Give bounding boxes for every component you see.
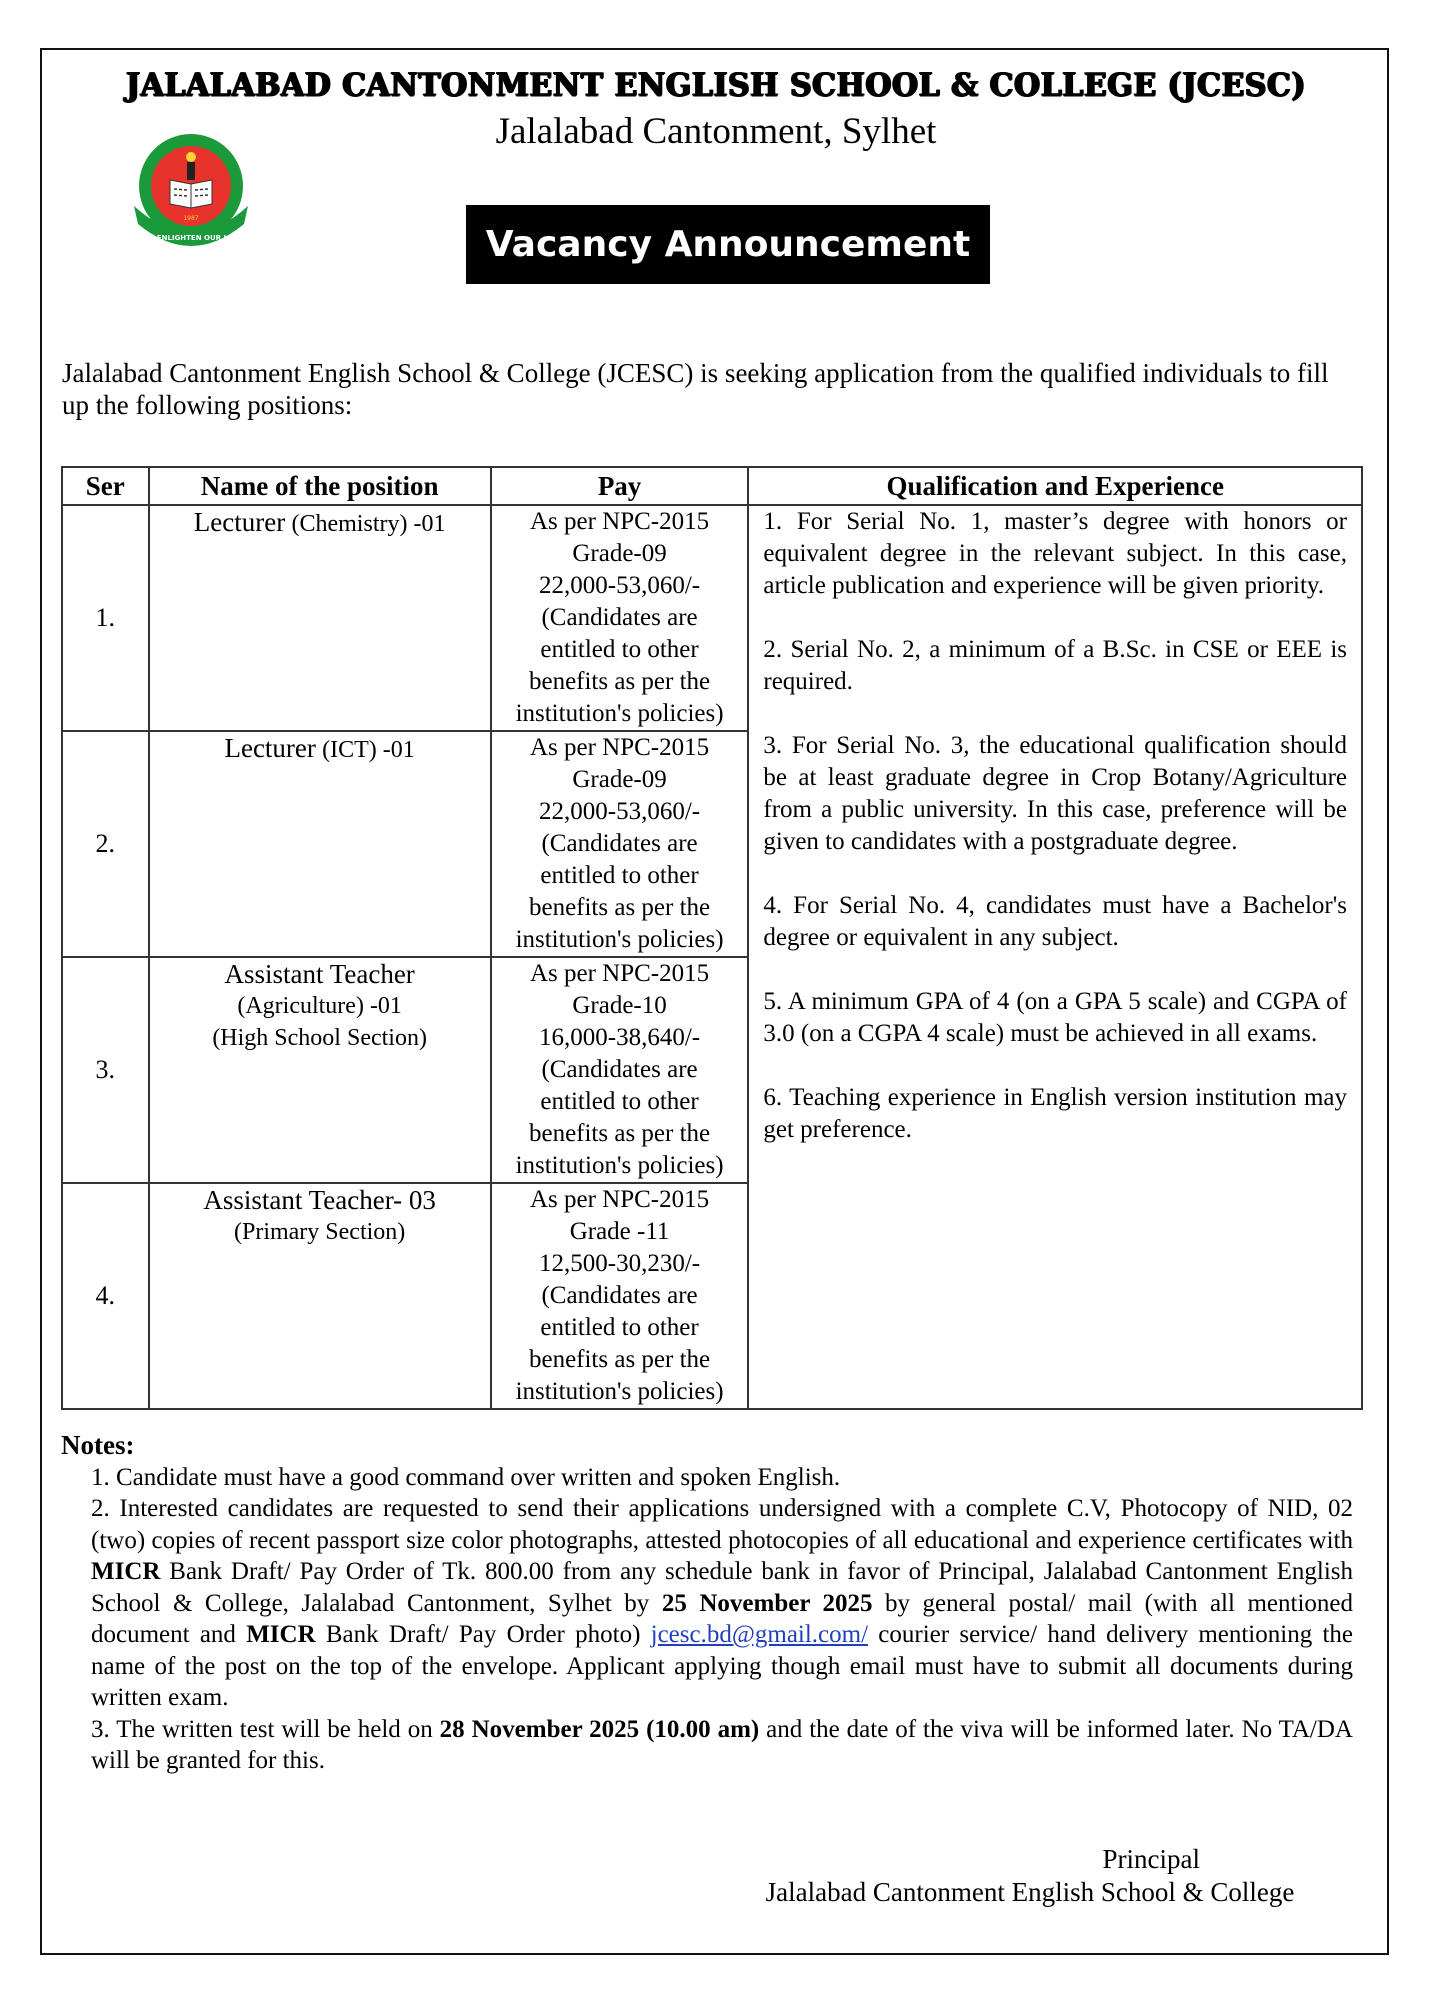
pay-note: (Candidates are [541,830,698,857]
signature-block [700,1843,1360,1909]
table-header-row [62,467,1362,505]
note-text: 2. Interested candidates are requested to send their applications undersigned with a complete C.V, Photocopy of NID, 02 (two) copies of recent passport size color photographs, attested photocopies of all educational and experience certificates with [91,1495,1353,1554]
pay-scale: As per NPC-2015 [529,734,710,761]
vacancy-announcement-banner: Vacancy Announcement [466,205,990,284]
position-cell [149,505,491,731]
deadline-date: 25 November 2025 [661,1589,873,1617]
note-bold: MICR [91,1558,161,1585]
position-detail: (Primary Section) [233,1219,406,1245]
pay-note: institution's policies) [515,926,724,953]
pay-note: entitled to other [540,636,699,663]
table-row [62,505,1362,731]
note-item [61,1493,1353,1714]
position-detail: (Agriculture) -01 [237,993,402,1019]
note-text: and the date of the viva will be informed later. No TA/DA will be granted for this. [91,1715,1353,1774]
pay-grade: Grade-09 [572,766,667,793]
note-text: by general postal/ mail (with all mentioned document and [91,1589,1353,1648]
pay-note: (Candidates are [541,604,698,631]
position-cell [149,1183,491,1409]
position-title: Assistant Teacher [224,959,415,989]
pay-range: 12,500-30,230/- [539,1250,701,1277]
pay-note: institution's policies) [515,1152,724,1179]
pay-note: entitled to other [540,1314,699,1341]
pay-scale: As per NPC-2015 [529,508,710,535]
ser-cell: 4. [62,1183,149,1409]
pay-cell [491,957,749,1183]
note-text: courier service/ hand delivery mentioning the name of the post on the top of the envelope. Applicant applying though email must have to submit all documents during written exam. [91,1621,1353,1711]
qualification-item: 1. For Serial No. 1, master’s degree with honors or equivalent degree in the relevant subject. In this case, article publication and experience will be given priority. [763,508,1347,599]
pay-grade: Grade-10 [572,992,667,1019]
note-bold: MICR [246,1621,316,1648]
note-item: 1. Candidate must have a good command over written and spoken English. [91,1463,841,1491]
header-ser: Ser [62,467,149,505]
pay-note: (Candidates are [541,1056,698,1083]
ser-cell: 3. [62,957,149,1183]
position-cell [149,957,491,1183]
header-qualification: Qualification and Experience [748,467,1362,505]
exam-date: 28 November 2025 (10.00 am) [439,1715,760,1743]
position-section: (High School Section) [212,1025,427,1051]
pay-note: institution's policies) [515,1378,724,1405]
svg-text:1987: 1987 [183,215,199,222]
pay-range: 16,000-38,640/- [539,1024,701,1051]
pay-note: institution's policies) [515,700,724,727]
qualification-item: 5. A minimum GPA of 4 (on a GPA 5 scale) and CGPA of 3.0 (on a CGPA 4 scale) must be achieved in all exams. [763,988,1347,1047]
note-text: Bank Draft/ Pay Order of Tk. 800.00 from any schedule bank in favor of Principal, Jalalabad Cantonment English School & College, Jalalabad Cantonment, Sylhet by [91,1558,1353,1617]
notes-heading: Notes: [61,1430,135,1460]
position-detail: (Chemistry) -01 [291,511,446,537]
pay-note: benefits as per the [528,1346,711,1373]
pay-range: 22,000-53,060/- [539,798,701,825]
note-item [61,1714,1353,1777]
header-position: Name of the position [149,467,491,505]
qualification-cell [748,505,1362,1409]
pay-note: benefits as per the [528,894,711,921]
pay-range: 22,000-53,060/- [539,572,701,599]
pay-note: entitled to other [540,1088,699,1115]
svg-text:WE ENLIGHTEN OUR LIFE: WE ENLIGHTEN OUR LIFE [141,234,241,242]
position-title: Assistant Teacher- 03 [203,1185,436,1215]
qualification-item: 3. For Serial No. 3, the educational qualification should be at least graduate degree in Crop Botany/Agriculture from a public university. In this case, preference will be given to candidates with a postgraduate degree. [763,732,1347,855]
header-pay: Pay [491,467,749,505]
pay-grade: Grade-09 [572,540,667,567]
position-title: Lecturer [224,733,316,763]
school-crest-logo-icon [124,128,258,252]
ser-cell: 1. [62,505,149,731]
note-text: Bank Draft/ Pay Order photo) [315,1621,651,1648]
email-link[interactable]: jcesc.bd@gmail.com/ [650,1621,869,1648]
intro-paragraph: Jalalabad Cantonment English School & College (JCESC) is seeking application from the qualified individuals to fill up the following positions: [62,358,1329,420]
position-detail: (ICT) -01 [322,737,415,763]
pay-note: benefits as per the [528,1120,711,1147]
qualification-item: 6. Teaching experience in English version institution may get preference. [763,1084,1347,1143]
ser-cell: 2. [62,731,149,957]
note-text: 3. The written test will be held on [91,1715,440,1743]
pay-cell [491,731,749,957]
signature-org: Jalalabad Cantonment English School & College [765,1877,1295,1907]
vacancy-table [61,466,1363,1410]
pay-scale: As per NPC-2015 [529,960,710,987]
pay-note: entitled to other [540,862,699,889]
school-name-heading: JALALABAD CANTONMENT ENGLISH SCHOOL & COLLEGE (JCESC) [125,67,1307,104]
position-cell [149,731,491,957]
pay-scale: As per NPC-2015 [529,1186,710,1213]
pay-cell [491,505,749,731]
notes-section [61,1430,1353,1777]
qualification-item: 2. Serial No. 2, a minimum of a B.Sc. in CSE or EEE is required. [763,636,1347,695]
pay-grade: Grade -11 [569,1218,670,1245]
school-location: Jalalabad Cantonment, Sylhet [495,111,937,152]
pay-note: benefits as per the [528,668,711,695]
pay-note: (Candidates are [541,1282,698,1309]
signature-title: Principal [1102,1844,1200,1874]
pay-cell [491,1183,749,1409]
qualification-item: 4. For Serial No. 4, candidates must have a Bachelor's degree or equivalent in any subject. [763,892,1347,951]
position-title: Lecturer [193,507,286,537]
